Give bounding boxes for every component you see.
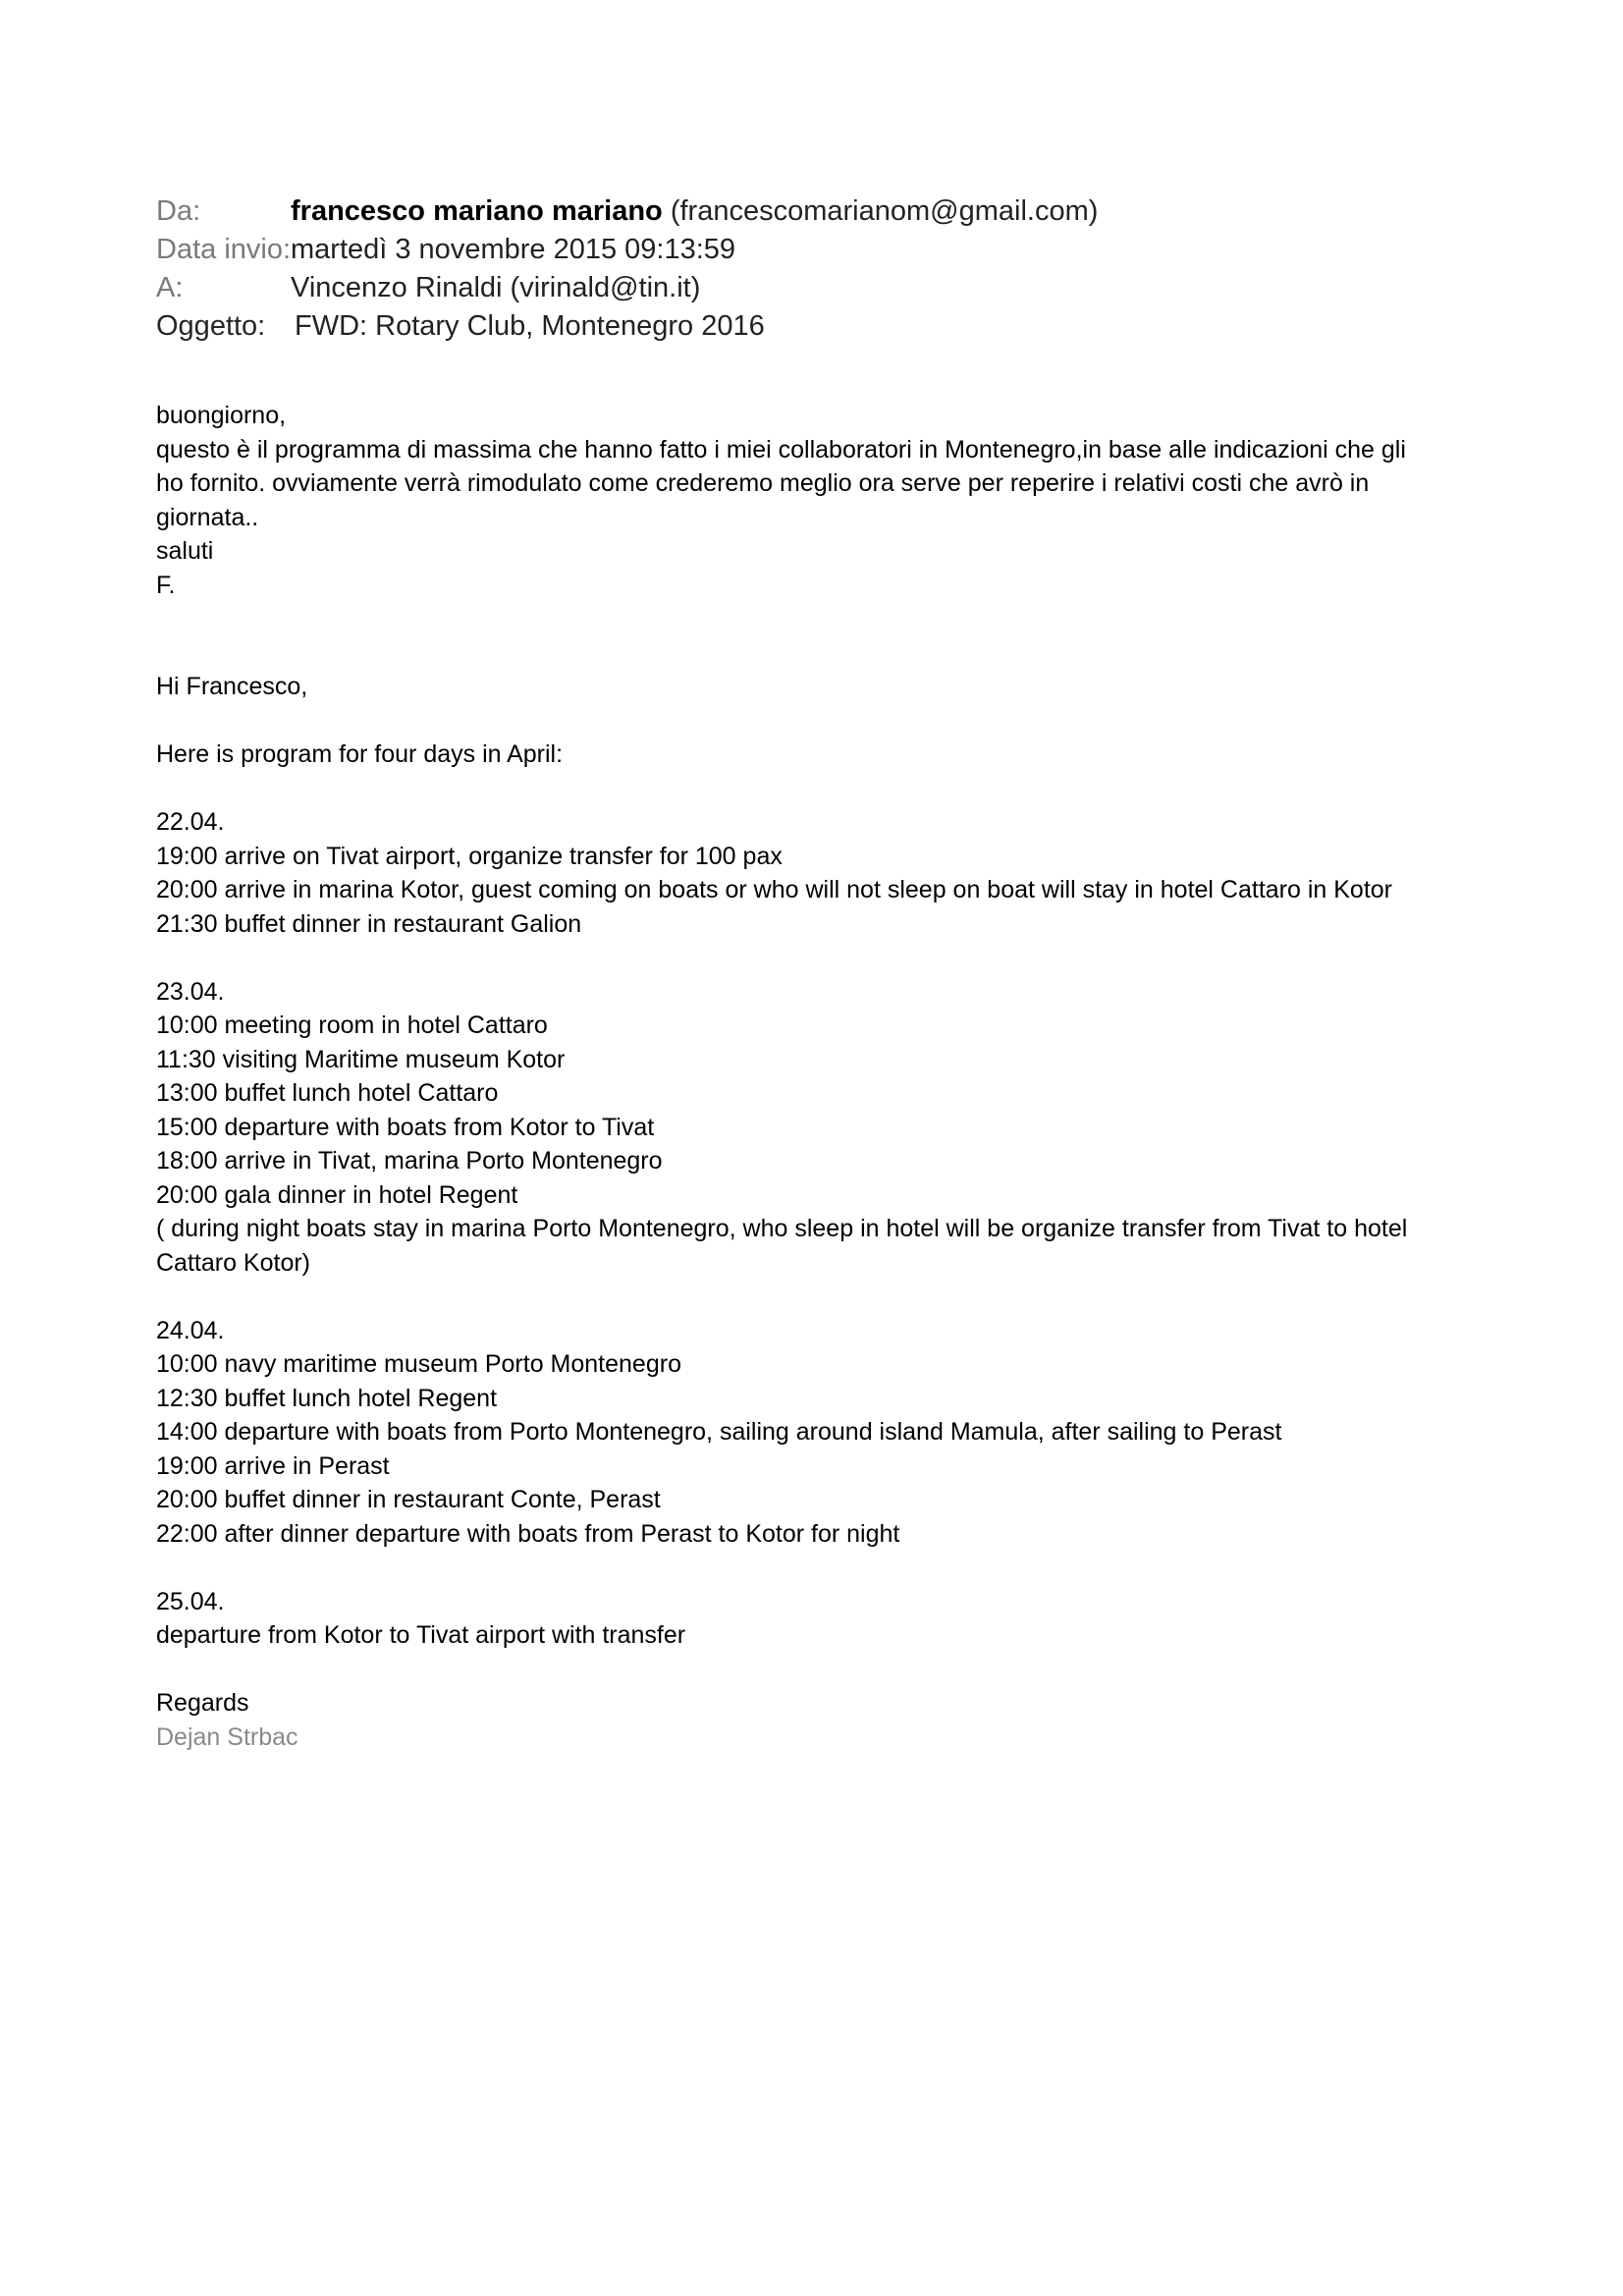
from-label: Da: bbox=[156, 195, 201, 227]
email-body bbox=[156, 399, 1472, 1754]
to-value[interactable]: Vincenzo Rinaldi (virinald@tin.it) bbox=[291, 272, 701, 303]
email-header bbox=[156, 192, 1472, 346]
day-date: 22.04. bbox=[156, 808, 225, 836]
day-date: 23.04. bbox=[156, 977, 225, 1006]
schedule-item: 21:30 buffet dinner in restaurant Galion bbox=[156, 909, 582, 938]
intro-line: ho fornito. ovviamente verrà rimodulato come crederemo meglio ora serve per reperire i relativi costi che avrò in bbox=[156, 469, 1370, 497]
date-row bbox=[156, 231, 1472, 269]
intro-line: questo è il programma di massima che hanno fatto i miei collaboratori in Montenegro,in base alle indicazioni che gli bbox=[156, 435, 1406, 464]
subject-row bbox=[156, 307, 1472, 346]
day-block-2 bbox=[156, 975, 1472, 1281]
subject-label: Oggetto: bbox=[156, 310, 266, 342]
day-block-3 bbox=[156, 1314, 1472, 1552]
to-row bbox=[156, 269, 1472, 307]
schedule-item: 15:00 departure with boats from Kotor to Tivat bbox=[156, 1113, 655, 1141]
schedule-item: 13:00 buffet lunch hotel Cattaro bbox=[156, 1079, 499, 1107]
intro-greeting: buongiorno, bbox=[156, 402, 287, 429]
from-row bbox=[156, 192, 1472, 231]
program-intro: Here is program for four days in April: bbox=[156, 740, 564, 768]
schedule-item: 19:00 arrive on Tivat airport, organize transfer for 100 pax bbox=[156, 842, 783, 870]
schedule-item: 10:00 navy maritime museum Porto Montenegro bbox=[156, 1350, 681, 1378]
schedule-item: 18:00 arrive in Tivat, marina Porto Montenegro bbox=[156, 1147, 663, 1175]
intro-initial: F. bbox=[156, 571, 176, 599]
schedule-item: 14:00 departure with boats from Porto Montenegro, sailing around island Mamula, after sailing to Perast bbox=[156, 1418, 1282, 1446]
date-label: Data invio: bbox=[156, 234, 292, 265]
schedule-item: 22:00 after dinner departure with boats from Perast to Kotor for night bbox=[156, 1519, 900, 1548]
signature-name: Dejan Strbac bbox=[156, 1722, 298, 1751]
schedule-item: 19:00 arrive in Perast bbox=[156, 1451, 390, 1480]
regards: Regards bbox=[156, 1689, 249, 1717]
schedule-item: 20:00 arrive in marina Kotor, guest coming on boats or who will not sleep on boat will stay in hotel Cattaro in Kotor bbox=[156, 876, 1393, 903]
sender-email[interactable]: (francescomarianom@gmail.com) bbox=[670, 195, 1099, 227]
day-date: 24.04. bbox=[156, 1316, 225, 1344]
schedule-item: 12:30 buffet lunch hotel Regent bbox=[156, 1384, 498, 1412]
sender-name: francesco mariano mariano bbox=[291, 195, 663, 227]
subject-value: FWD: Rotary Club, Montenegro 2016 bbox=[295, 310, 765, 342]
schedule-item: 20:00 gala dinner in hotel Regent bbox=[156, 1180, 518, 1209]
intro-line: giornata.. bbox=[156, 503, 259, 531]
from-value bbox=[291, 192, 1098, 231]
schedule-item: departure from Kotor to Tivat airport with transfer bbox=[156, 1621, 686, 1649]
intro-closing: saluti bbox=[156, 537, 214, 565]
day-block-1 bbox=[156, 805, 1472, 941]
day-block-4 bbox=[156, 1585, 1472, 1653]
schedule-note: ( during night boats stay in marina Porto Montenegro, who sleep in hotel will be organize transfer from Tivat to hotel bbox=[156, 1215, 1408, 1242]
to-label: A: bbox=[156, 272, 184, 303]
schedule-note: Cattaro Kotor) bbox=[156, 1248, 311, 1277]
schedule-item: 10:00 meeting room in hotel Cattaro bbox=[156, 1011, 548, 1039]
day-date: 25.04. bbox=[156, 1587, 225, 1615]
forward-salutation: Hi Francesco, bbox=[156, 673, 308, 700]
schedule-item: 11:30 visiting Maritime museum Kotor bbox=[156, 1045, 566, 1073]
schedule-item: 20:00 buffet dinner in restaurant Conte, Perast bbox=[156, 1486, 661, 1513]
date-value: martedì 3 novembre 2015 09:13:59 bbox=[291, 234, 736, 265]
